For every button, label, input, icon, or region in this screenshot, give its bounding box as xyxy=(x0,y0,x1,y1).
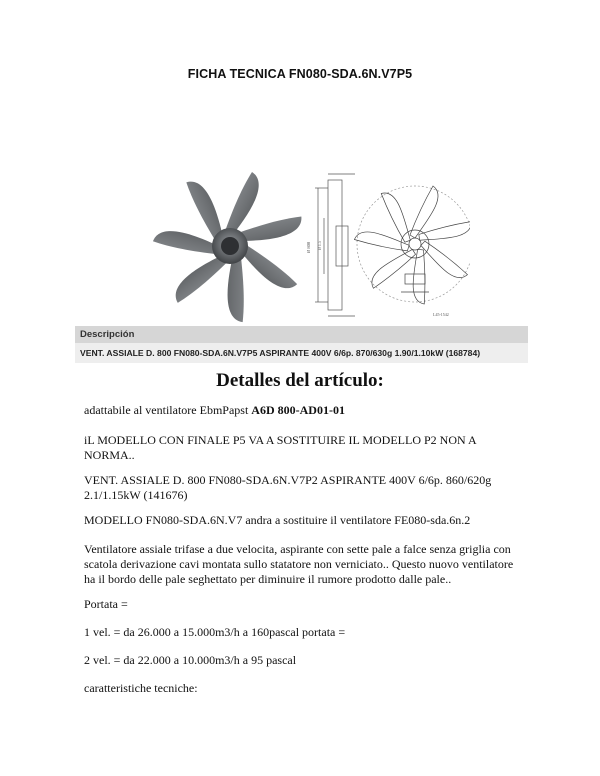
fan-figure xyxy=(150,168,470,328)
side-view-drawing xyxy=(306,174,355,316)
speed-1-flow: 1 vel. = da 26.000 a 15.000m3/h a 160pascal portata = xyxy=(84,625,346,639)
fan-photo xyxy=(151,172,305,325)
replacement-note: iL MODELLO CON FINALE P5 VA A SOSTITUIRE IL MODELLO P2 NON A NORMA.. xyxy=(84,433,477,462)
front-view-drawing xyxy=(353,186,470,317)
details-heading: Detalles del artículo: xyxy=(216,370,384,391)
document-title: FICHA TECNICA FN080-SDA.6N.V7P5 xyxy=(187,67,413,81)
flow-label: Portata = xyxy=(84,597,128,611)
fan-description: Ventilatore assiale trifase a due velocita, aspirante con sette pale a falce senza griglia con scatola derivazione cavi montata sullo statatore non verniciato.. Questo nuovo ventilatore ha il bordo delle pale seghettato per diminuire il rumore prodotto dalle pale.. xyxy=(84,542,514,586)
svg-text:L45-1542: L45-1542 xyxy=(433,312,449,317)
model-replacement-note: MODELLO FN080-SDA.6N.V7 andra a sostituire il ventilatore FE080-sda.6n.2 xyxy=(84,513,471,527)
svg-text:Ø 1.5: Ø 1.5 xyxy=(317,241,322,250)
fan-illustration xyxy=(150,168,470,328)
compatibility-model: A6D 800-AD01-01 xyxy=(251,403,345,417)
speed-2-flow: 2 vel. = da 22.000 a 10.000m3/h a 95 pascal xyxy=(84,653,297,667)
description-value: VENT. ASSIALE D. 800 FN080-SDA.6N.V7P5 ASPIRANTE 400V 6/6p. 870/630g 1.90/1.10kW (168784) xyxy=(75,343,528,363)
old-model-description: VENT. ASSIALE D. 800 FN080-SDA.6N.V7P2 ASPIRANTE 400V 6/6p. 860/620g 2.1/1.15kW (141676) xyxy=(84,473,492,502)
technical-specs-label: caratteristiche tecniche: xyxy=(84,681,198,695)
description-header: Descripción xyxy=(75,326,528,343)
compatibility-text: adattabile al ventilatore EbmPapst xyxy=(84,403,252,417)
compatibility-paragraph xyxy=(84,403,524,418)
svg-text:Ø 800: Ø 800 xyxy=(306,241,311,253)
